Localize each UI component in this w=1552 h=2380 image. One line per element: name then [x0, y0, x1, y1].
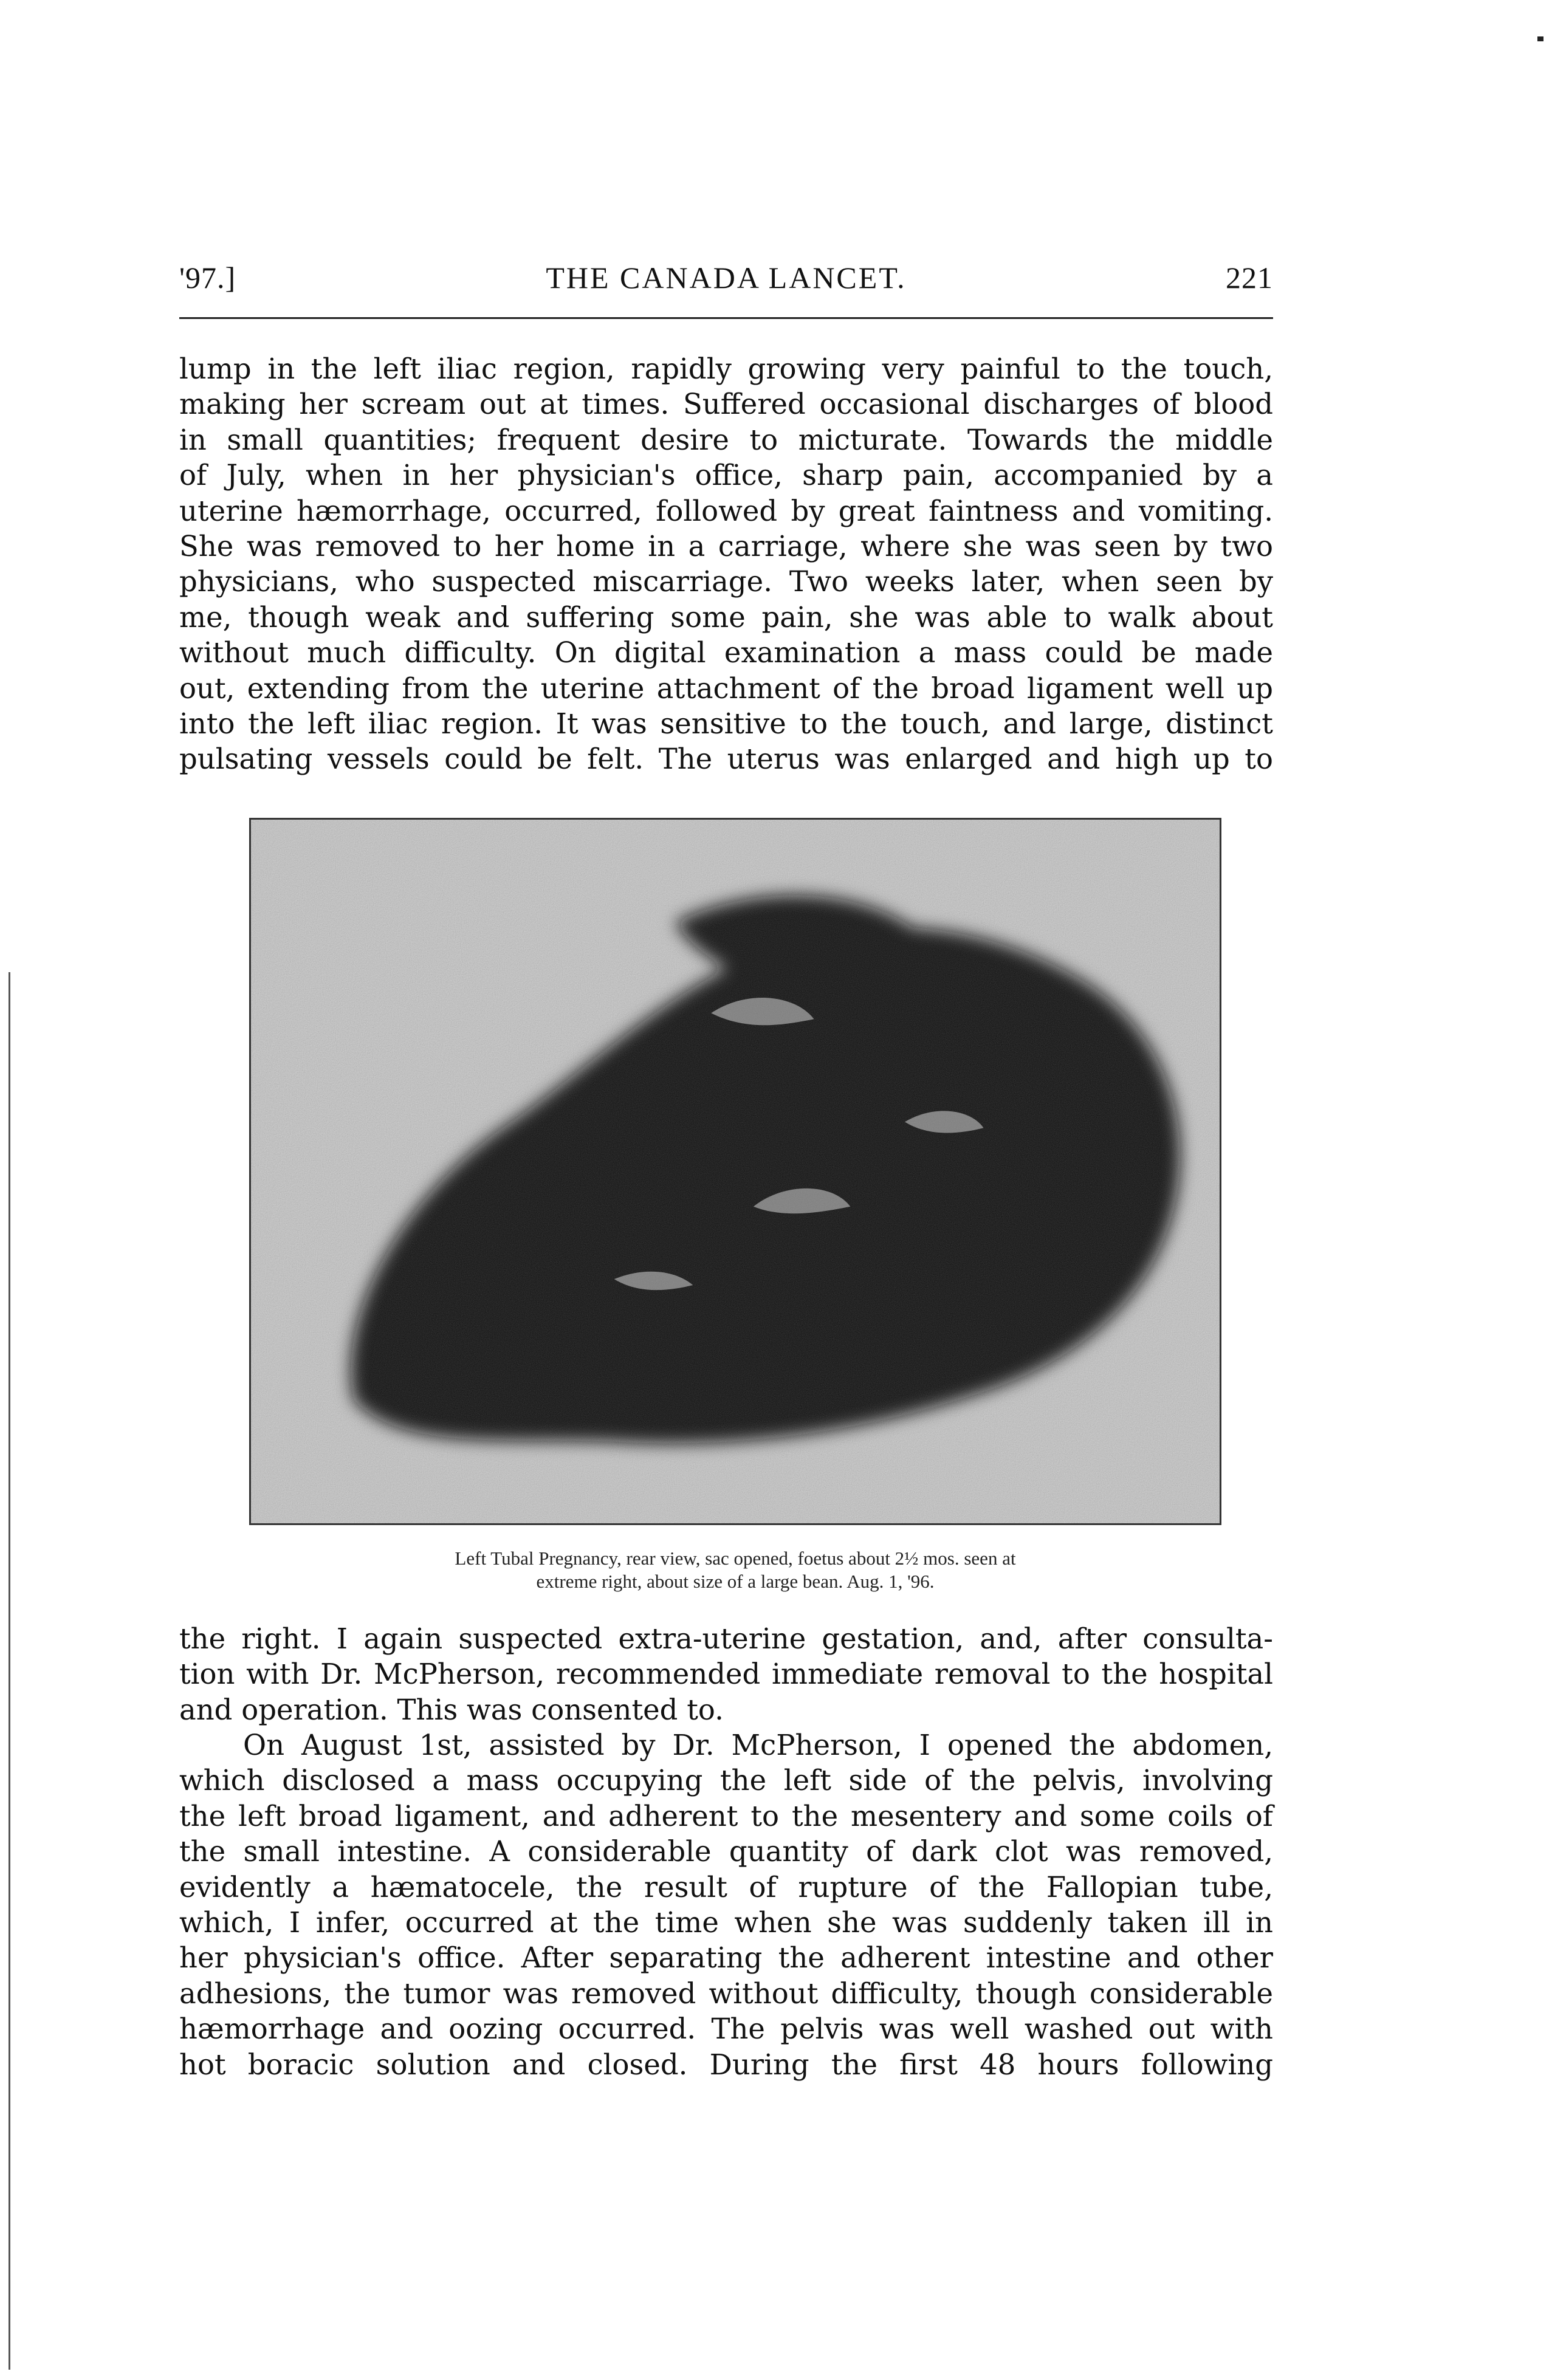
text-line: me, though weak and suffering some pain, she was able to walk about — [179, 600, 1273, 634]
text-line: hot boracic solution and closed. During the first 48 hours following — [179, 2048, 1273, 2081]
text-line: hæmorrhage and oozing occurred. The pelvis was well washed out with — [179, 2012, 1273, 2046]
text-line: On August 1st, assisted by Dr. McPherson, I opened the abdomen, — [243, 1729, 1273, 1761]
text-line: lump in the left iliac region, rapidly growing very painful to the touch, — [179, 352, 1273, 385]
photograph-illustration — [251, 820, 1220, 1523]
text-line: and operation. This was consented to. — [179, 1693, 724, 1726]
text-line: the left broad ligament, and adherent to the mesentery and some coils of — [179, 1799, 1273, 1833]
text-line: adhesions, the tumor was removed without difficulty, though considerable — [179, 1977, 1273, 2010]
page-number: 221 — [1226, 261, 1273, 295]
caption-line: Left Tubal Pregnancy, rear view, sac opened, foetus about 2½ mos. seen at — [455, 1548, 1016, 1569]
text-line: physicians, who suspected miscarriage. Two weeks later, when seen by — [179, 565, 1273, 598]
text-line: uterine hæmorrhage, occurred, followed by great faintness and vomiting. — [179, 494, 1273, 527]
text-line: She was removed to her home in a carriage, where she was seen by two — [179, 530, 1273, 563]
figure-caption — [249, 1547, 1221, 1593]
specimen-photograph — [249, 818, 1221, 1525]
header-volume-mark: '97.] — [179, 261, 236, 295]
text-line: evidently a hæmatocele, the result of rupture of the Fallopian tube, — [179, 1870, 1273, 1904]
text-line: the right. I again suspected extra-uterine gestation, and, after consulta- — [179, 1622, 1273, 1655]
text-line: in small quantities; frequent desire to micturate. Towards the middle — [179, 423, 1273, 456]
running-header — [179, 260, 1273, 303]
paragraph-2 — [179, 1621, 1273, 1727]
text-line: her physician's office. After separating the adherent intestine and other — [179, 1941, 1273, 1975]
text-line: which, I infer, occurred at the time when she was suddenly taken ill in — [179, 1906, 1273, 1939]
text-line: of July, when in her physician's office, sharp pain, accompanied by a — [179, 459, 1273, 492]
caption-line: extreme right, about size of a large bean. Aug. 1, '96. — [536, 1571, 935, 1592]
text-line: the small intestine. A considerable quantity of dark clot was removed, — [179, 1835, 1273, 1868]
journal-title: THE CANADA LANCET. — [546, 261, 907, 295]
text-line: into the left iliac region. It was sensitive to the touch, and large, distinct — [179, 707, 1273, 741]
text-line: pulsating vessels could be felt. The uterus was enlarged and high up to — [179, 742, 1273, 776]
text-line: out, extending from the uterine attachment of the broad ligament well up — [179, 671, 1273, 705]
paragraph-1 — [179, 351, 1273, 777]
text-line: without much difficulty. On digital examination a mass could be made — [179, 636, 1273, 670]
text-line: which disclosed a mass occupying the left side of the pelvis, involving — [179, 1764, 1273, 1797]
header-rule — [179, 317, 1273, 319]
text-line: tion with Dr. McPherson, recommended immediate removal to the hospital — [179, 1658, 1273, 1691]
text-line: making her scream out at times. Suffered occasional discharges of blood — [179, 388, 1273, 421]
scan-speck — [1537, 36, 1543, 41]
paragraph-3 — [179, 1727, 1273, 2082]
binding-edge-line — [9, 972, 10, 2370]
